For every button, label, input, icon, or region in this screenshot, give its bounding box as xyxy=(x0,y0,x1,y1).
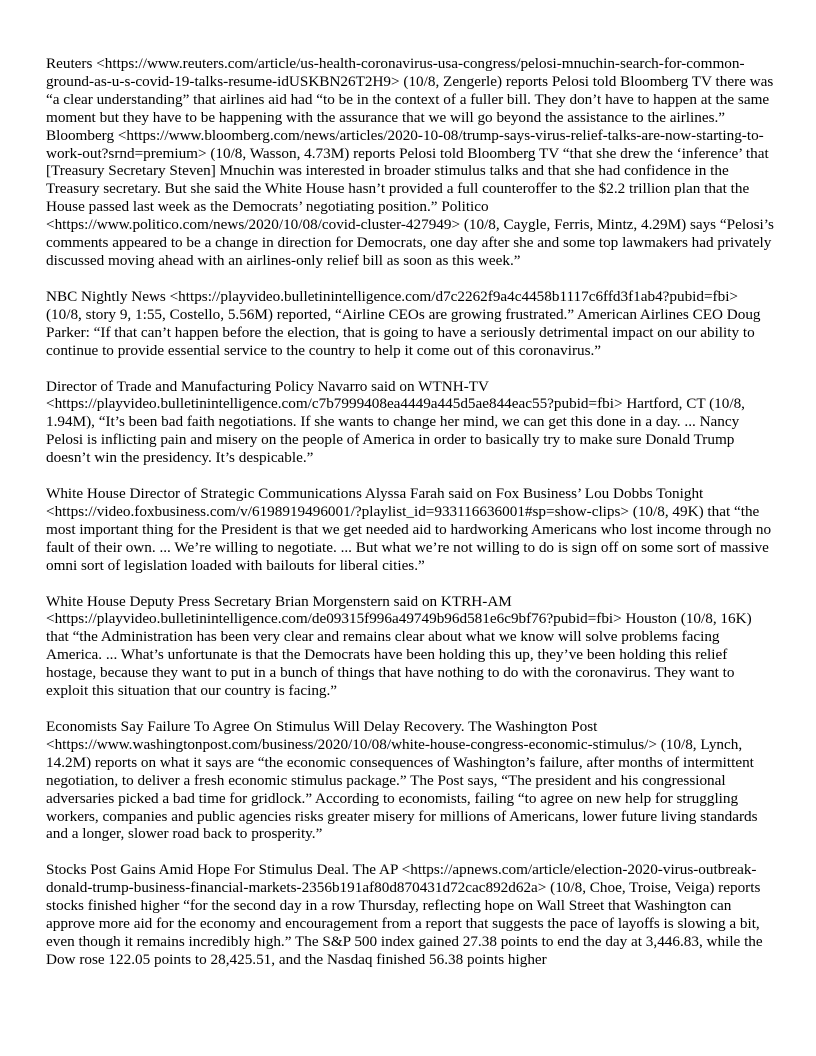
paragraph-morgenstern-ktrh: White House Deputy Press Secretary Brian Morgenstern said on KTRH-AM <https://playvideo.bulletinintelligence.com/de09315f996a49749b96d581e6c9bf76?pubid=fbi> Houston (10/8, 16K) that “the Administration has been very clear and remains clear about what we know will solve problems facing America. ... What’s unfortunate is that the Democrats have been holding this up, they’ve been holding this relief hostage, because they want to put in a bunch of things that have nothing to do with the coronavirus. They want to exploit this situation that our country is facing.” xyxy=(46,592,752,700)
paragraph-navarro-wtnh: Director of Trade and Manufacturing Policy Navarro said on WTNH-TV <https://playvideo.bulletinintelligence.com/c7b7999408ea4449a445d5ae844eac55?pubid=fbi> Hartford, CT (10/8, 1.94M), “It’s been bad faith negotiations. If she wants to change her mind, we can get this done in a day. ... Nancy Pelosi is inflicting pain and misery on the people of America in order to basically try to make sure Donald Trump doesn’t win the presidency. It’s despicable.” xyxy=(46,377,745,467)
paragraph-farah-fox-business: White House Director of Strategic Communications Alyssa Farah said on Fox Business’ Lou Dobbs Tonight <https://video.foxbusiness.com/v/6198919496001/?playlist_id=933116636001#sp=show-clips> (10/8, 49K) that “the most important thing for the President is that we get needed aid to hardworking Americans who lost income through no fault of their own. ... We’re willing to negotiate. ... But what we’re not willing to do is sign off on some sort of massive omni sort of legislation loaded with bailouts for liberal cities.” xyxy=(46,485,772,574)
paragraph-economists-washington-post: Economists Say Failure To Agree On Stimulus Will Delay Recovery. The Washington Post <https://www.washingtonpost.com/business/2020/10/08/white-house-congress-economic-stimulus/> (10/8, Lynch, 14.2M) reports on what it says are “the economic consequences of Washington’s failure, after months of intermittent negotiation, to deliver a fresh economic stimulus package.” The Post says, “The president and his congressional adversaries picked a bad time for gridlock.” According to economists, failing “to agree on new help for struggling workers, companies and public agencies risks greater misery for millions of Americans, lower future living standards and a longer, slower road back to prosperity.” xyxy=(46,718,758,843)
document-page xyxy=(46,55,774,987)
paragraph-reuters-pelosi: Reuters <https://www.reuters.com/article/us-health-coronavirus-usa-congress/pelosi-mnuchin-search-for-common-ground-as-u-s-covid-19-talks-resume-idUSKBN26T2H9> (10/8, Zengerle) reports Pelosi told Bloomberg TV there was “a clear understanding” that airlines aid had “to be in the context of a fuller bill. They don’t have to happen at the same moment but they have to be happening with the assurance that we will go beyond the assistance to the airlines.” Bloomberg <https://www.bloomberg.com/news/articles/2020-10-08/trump-says-virus-relief-talks-are-now-starting-to-work-out?srnd=premium> (10/8, Wasson, 4.73M) reports Pelosi told Bloomberg TV “that she drew the ‘inference’ that [Treasury Secretary Steven] Mnuchin was interested in broader stimulus talks and that she had confidence in the Treasury secretary. But she said the White House hasn’t provided a full counteroffer to the $2.2 trillion plan that the House passed last week as the Democrats’ negotiating position.” Politico <https://www.politico.com/news/2020/10/08/covid-cluster-427949> (10/8, Caygle, Ferris, Mintz, 4.29M) says “Pelosi’s comments appeared to be a change in direction for Democrats, one day after she and some top lawmakers had privately discussed moving ahead with an airlines-only relief bill as soon as this week.” xyxy=(46,55,774,269)
paragraph-stocks-ap: Stocks Post Gains Amid Hope For Stimulus Deal. The AP <https://apnews.com/article/election-2020-virus-outbreak-donald-trump-business-financial-markets-2356b191af80d870431d72cac892d62a> (10/8, Choe, Troise, Veiga) reports stocks finished higher “for the second day in a row Thursday, reflecting hope on Wall Street that Washington can approve more aid for the economy and encouragement from a report that suggests the pace of layoffs is slowing a bit, even though it remains incredibly high.” The S&P 500 index gained 27.38 points to end the day at 3,446.83, while the Dow rose 122.05 points to 28,425.51, and the Nasdaq finished 56.38 points higher xyxy=(46,861,763,968)
paragraph-nbc-nightly-news: NBC Nightly News <https://playvideo.bulletinintelligence.com/d7c2262f9a4c4458b1117c6ffd3f1ab4?pubid=fbi> (10/8, story 9, 1:55, Costello, 5.56M) reported, “Airline CEOs are growing frustrated.” American Airlines CEO Doug Parker: “If that can’t happen before the election, that is going to have a seriously detrimental impact on our ability to continue to provide essential service to the country to help it come out of this coronavirus.” xyxy=(46,287,761,359)
